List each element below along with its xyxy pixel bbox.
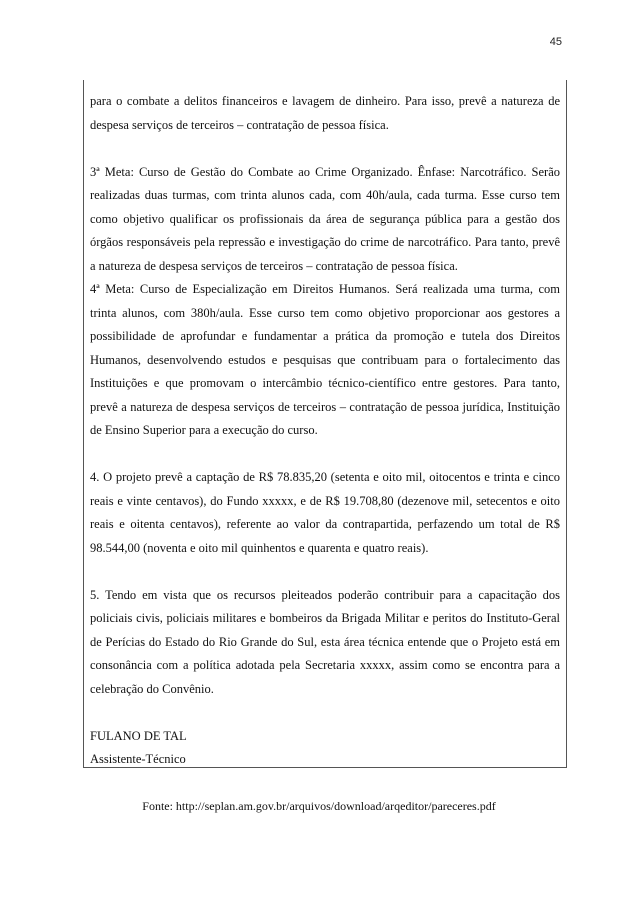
document-body-box — [83, 80, 567, 768]
page-number: 45 — [549, 36, 562, 48]
paragraph-spacer — [90, 560, 560, 584]
paragraph-item-5: 5. Tendo em vista que os recursos pleiteados poderão contribuir para a capacitação dos policiais civis, policiais militares e bombeiros da Brigada Militar e peritos do Instituto-Geral de Perícias do Estado do Rio Grande do Sul, esta área técnica entende que o Projeto está em consonância com a política adotada pela Secretaria xxxxx, assim como se encontra para a celebração do Convênio. — [90, 587, 560, 696]
source-caption: Fonte: http://seplan.am.gov.br/arquivos/download/arqeditor/pareceres.pdf — [142, 799, 496, 813]
paragraph-spacer — [90, 701, 560, 725]
paragraph-meta-4: 4ª Meta: Curso de Especialização em Direitos Humanos. Será realizada uma turma, com trinta alunos, com 380h/aula. Esse curso tem como objetivo proporcionar aos gestores a possibilidade de aprofundar e fundamentar a prática da promoção e tutela dos Direitos Humanos, desenvolvendo estudos e pesquisas que contribuam para o fortalecimento das Instituições e que promovam o intercâmbio técnico-científico entre gestores. Para tanto, prevê a natureza de despesa serviços de terceiros – contratação de pessoa jurídica, Instituição de Ensino Superior para a execução do curso. — [90, 282, 560, 437]
paragraph-spacer — [90, 137, 560, 161]
paragraph-spacer — [90, 443, 560, 467]
paragraph-intro: para o combate a delitos financeiros e lavagem de dinheiro. Para isso, prevê a natureza de despesa serviços de terceiros – contratação de pessoa física. — [90, 94, 560, 132]
signature-role: Assistente-Técnico — [90, 752, 186, 766]
signature-name: FULANO DE TAL — [90, 728, 187, 743]
paragraph-meta-3: 3ª Meta: Curso de Gestão do Combate ao Crime Organizado. Ênfase: Narcotráfico. Serão realizadas duas turmas, com trinta alunos cada, com 40h/aula, cada turma. Esse curso tem como objetivo qualificar os profissionais da área de segurança pública para a gestão dos órgãos responsáveis pela repressão e investigação do crime de narcotráfico. Para tanto, prevê a natureza de despesa serviços de terceiros – contratação de pessoa física. — [90, 164, 560, 273]
paragraph-item-4: 4. O projeto prevê a captação de R$ 78.835,20 (setenta e oito mil, oitocentos e trinta e cinco reais e vinte centavos), do Fundo xxxxx, e de R$ 19.708,80 (dezenove mil, setecentos e oito reais e oitenta centavos), referente ao valor da contrapartida, perfazendo um total de R$ 98.544,00 (noventa e oito mil quinhentos e quarenta e quatro reais). — [90, 470, 560, 555]
